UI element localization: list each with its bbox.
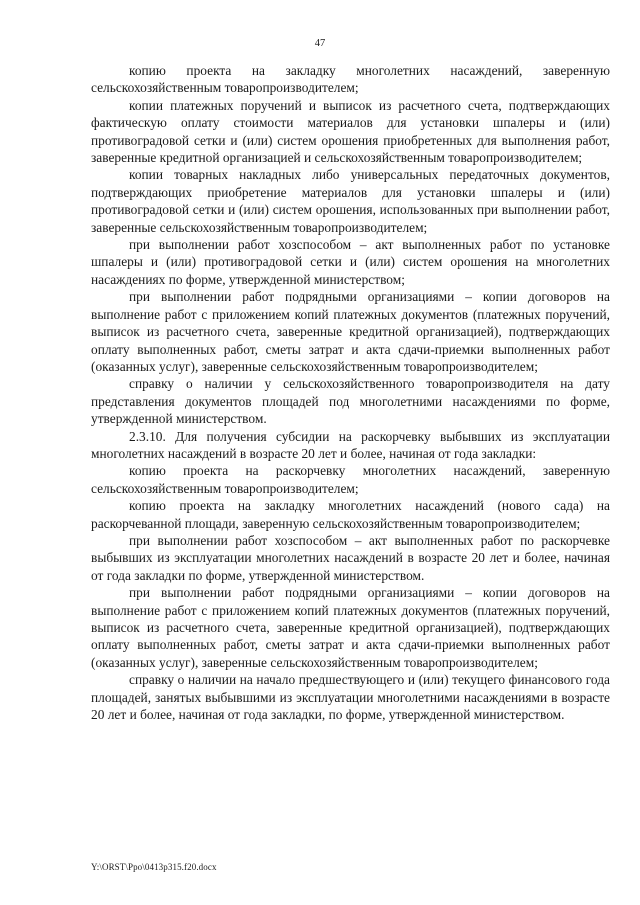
paragraph: при выполнении работ хозспособом – акт выполненных работ по установке шпалеры и (или) противоградовой сетки и (или) систем орошения на многолетних насаждениях по форме, утвержденной министерством; [91, 237, 610, 287]
paragraph: справку о наличии на начало предшествующего и (или) текущего финансового года площадей, занятых выбывшими из эксплуатации многолетними насаждениями в возрасте 20 лет и более, начиная от года закладки, по форме, утвержденной министерством. [91, 672, 610, 723]
paragraph: копию проекта на закладку многолетних насаждений, заверенную сельскохозяйственным товаропроизводителем; [91, 63, 610, 96]
page-number: 47 [314, 38, 326, 49]
paragraph: при выполнении работ подрядными организациями – копии договоров на выполнение работ с приложением копий платежных документов (платежных поручений, выписок из расчетного счета, заверенные кредитной организацией), подтверждающих оплату выполненных работ, сметы затрат и акта сдачи-приемки выполненных работ (оказанных услуг), заверенные сельскохозяйственным товаропроизводителем; [91, 289, 610, 374]
footer-file-path: Y:\ORST\Ppo\0413p315.f20.docx [91, 862, 217, 872]
paragraph: копию проекта на раскорчевку многолетних насаждений, заверенную сельскохозяйственным товаропроизводителем; [91, 463, 610, 496]
paragraph: справку о наличии у сельскохозяйственного товаропроизводителя на дату представления документов площадей под многолетними насаждениями по форме, утвержденной министерством. [91, 376, 610, 427]
paragraph: копии платежных поручений и выписок из расчетного счета, подтверждающих фактическую оплату стоимости материалов для установки шпалеры и (или) противоградовой сетки и (или) систем орошения приобретенных для выполнения работ, заверенные кредитной организацией и сельскохозяйственным товаропроизводителем; [91, 97, 610, 166]
paragraph: при выполнении работ подрядными организациями – копии договоров на выполнение работ с приложением копий платежных документов (платежных поручений, выписок из расчетного счета, заверенные кредитной организацией), подтверждающих оплату выполненных работ, сметы затрат и акта сдачи-приемки выполненных работ (оказанных услуг), заверенные сельскохозяйственным товаропроизводителем; [91, 585, 610, 670]
paragraph: копии товарных накладных либо универсальных передаточных документов, подтверждающих приобретение материалов для установки шпалеры и (или) противоградовой сетки и (или) систем орошения, использованных при выполнении работ, заверенные сельскохозяйственным товаропроизводителем; [91, 167, 610, 235]
paragraph: 2.3.10. Для получения субсидии на раскорчевку выбывших из эксплуатации многолетних насаждений в возрасте 20 лет и более, начиная от года закладки: [91, 428, 610, 461]
document-body [91, 62, 610, 723]
paragraph: при выполнении работ хозспособом – акт выполненных работ по раскорчевке выбывших из эксплуатации многолетних насаждений в возрасте 20 лет и более, начиная от года закладки по форме, утвержденной министерством. [91, 532, 610, 583]
paragraph: копию проекта на закладку многолетних насаждений (нового сада) на раскорчеванной площади, заверенную сельскохозяйственным товаропроизводителем; [91, 498, 610, 531]
